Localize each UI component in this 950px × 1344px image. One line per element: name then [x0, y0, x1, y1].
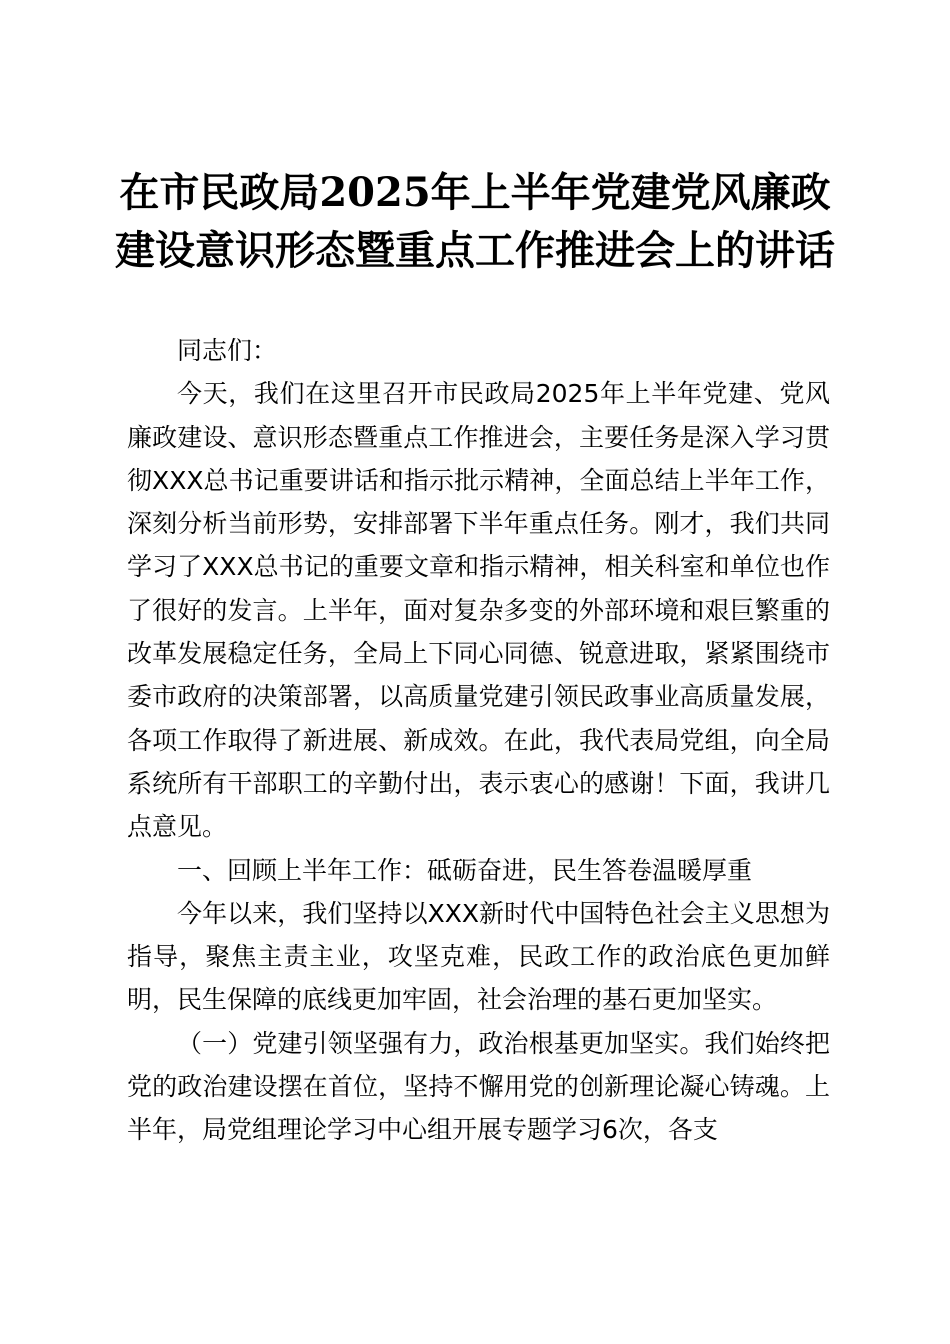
section-paragraph: 今年以来，我们坚持以XXX新时代中国特色社会主义思想为指导，聚焦主责主业，攻坚克难，民政工作的政治底色更加鲜明，民生保障的底线更加牢固，社会治理的基石更加坚实。: [127, 898, 830, 1015]
salutation: 同志们：: [177, 336, 278, 365]
document-title: 在市民政局2025年上半年党建党风廉政建设意识形态暨重点工作推进会上的讲话: [115, 169, 835, 274]
section-heading: 一、回顾上半年工作：砥砺奋进，民生答卷温暖厚重: [177, 855, 753, 885]
intro-paragraph: 今天，我们在这里召开市民政局2025年上半年党建、党风廉政建设、意识形态暨重点工作推进会，主要任务是深入学习贯彻XXX总书记重要讲话和指示批示精神，全面总结上半年工作，深刻分析当前形势，安排部署下半年重点任务。刚才，我们共同学习了XXX总书记的重要文章和指示精神，相关科室和单位也作了很好的发言。上半年，面对复杂多变的外部环境和艰巨繁重的改革发展稳定任务，全局上下同心同德、锐意进取，紧紧围绕市委市政府的决策部署，以高质量党建引领民政事业高质量发展，各项工作取得了新进展、新成效。在此，我代表局党组，向全局系统所有干部职工的辛勤付出，表示衷心的感谢！下面，我讲几点意见。: [127, 379, 830, 842]
subsection-paragraph: （一）党建引领坚强有力，政治根基更加坚实。我们始终把党的政治建设摆在首位，坚持不懈用党的创新理论凝心铸魂。上半年，局党组理论学习中心组开展专题学习6次，各支: [127, 1028, 830, 1145]
document-body: [127, 329, 830, 1152]
